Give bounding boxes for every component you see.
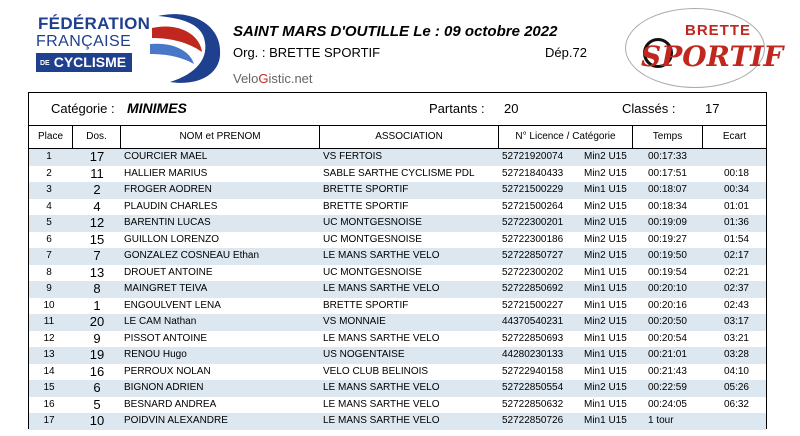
association-cell: LE MANS SARTHE VELO [323, 398, 440, 410]
gap-cell: 01:54 [723, 233, 749, 245]
license-cell: 52721500229 [502, 184, 564, 195]
gap-cell: 00:18 [723, 167, 749, 179]
category-cell: Min1 U15 [584, 349, 627, 360]
col-place: Place [29, 126, 73, 148]
category-cell: Min2 U15 [584, 200, 627, 212]
association-cell: VS FERTOIS [323, 151, 383, 162]
gap-cell: 00:34 [723, 184, 749, 195]
table-header [29, 126, 766, 149]
association-cell: VELO CLUB BELINOIS [323, 365, 429, 377]
association-cell: LE MANS SARTHE VELO [323, 415, 440, 426]
time-cell: 00:17:51 [648, 167, 687, 179]
category-cell: Min2 U15 [584, 250, 627, 261]
time-cell: 00:20:10 [648, 283, 687, 294]
results-rows [29, 149, 766, 430]
license-cell: 52722940158 [502, 365, 564, 377]
bib-cell: 11 [90, 165, 104, 181]
category-cell: Min1 U15 [584, 283, 627, 294]
bib-cell: 4 [93, 198, 101, 214]
table-row [29, 215, 766, 232]
ffc-logo-line1: FÉDÉRATION [38, 14, 151, 33]
category-cell: Min2 U15 [584, 167, 627, 179]
license-cell: 52722850693 [502, 332, 564, 344]
time-cell: 00:24:05 [648, 398, 687, 410]
ffc-logo-cyclisme: CYCLISME [53, 54, 127, 70]
time-cell: 00:20:16 [648, 299, 687, 311]
license-cell: 44280230133 [502, 349, 564, 360]
license-cell: 52722300186 [502, 233, 564, 245]
ranked-label: Classés : [622, 101, 676, 116]
ffc-logo-prefix: DE [40, 59, 50, 67]
category-cell: Min1 U15 [584, 415, 627, 426]
association-cell: BRETTE SPORTIF [323, 200, 409, 212]
bib-cell: 13 [89, 264, 105, 280]
license-cell: 52722300201 [502, 217, 564, 228]
gap-cell: 04:10 [723, 365, 749, 377]
license-cell: 44370540231 [502, 316, 564, 327]
time-cell: 00:19:54 [648, 266, 687, 278]
license-cell: 52721500227 [502, 299, 564, 311]
name-cell: HALLIER MARIUS [124, 167, 208, 179]
bib-cell: 20 [89, 314, 105, 329]
name-cell: RENOU Hugo [124, 349, 187, 360]
site-name-suffix: istic.net [268, 71, 313, 86]
place-cell: 3 [46, 184, 52, 195]
name-cell: BESNARD ANDREA [124, 398, 217, 410]
col-gap: Ecart [722, 131, 747, 142]
gap-cell: 03:28 [723, 349, 749, 360]
bib-cell: 12 [89, 215, 105, 230]
name-cell: FROGER AODREN [124, 184, 212, 195]
name-cell: PISSOT ANTOINE [124, 332, 207, 344]
club-logo [625, 8, 784, 88]
association-cell: UC MONTGESNOISE [323, 217, 422, 228]
category-cell: Min1 U15 [584, 299, 627, 311]
association-cell: LE MANS SARTHE VELO [323, 332, 440, 344]
name-cell: LE CAM Nathan [124, 316, 197, 327]
col-license: N° Licence / Catégorie [499, 126, 633, 148]
place-cell: 5 [46, 217, 52, 228]
name-cell: DROUET ANTOINE [124, 266, 213, 278]
table-row [29, 281, 766, 298]
association-cell: US NOGENTAISE [323, 349, 405, 360]
place-cell: 10 [43, 299, 55, 311]
license-cell: 52721840433 [502, 167, 564, 179]
place-cell: 11 [43, 316, 55, 327]
place-cell: 1 [46, 151, 52, 162]
club-logo-line2: SPORTIF [641, 40, 784, 73]
name-cell: BARENTIN LUCAS [124, 217, 211, 228]
gap-cell: 06:32 [723, 398, 749, 410]
license-cell: 52721920074 [502, 151, 564, 162]
time-cell: 00:22:59 [648, 382, 687, 393]
gap-cell: 03:21 [723, 332, 749, 344]
name-cell: PERROUX NOLAN [124, 365, 211, 377]
category-cell: Min1 U15 [584, 266, 627, 278]
place-cell: 9 [46, 283, 52, 294]
place-cell: 8 [46, 266, 52, 278]
place-cell: 7 [46, 250, 52, 261]
association-cell: LE MANS SARTHE VELO [323, 283, 440, 294]
bib-cell: 16 [89, 363, 105, 379]
time-cell: 00:20:50 [648, 316, 687, 327]
license-cell: 52722300202 [502, 266, 564, 278]
col-bib: Dos. [73, 126, 121, 148]
bib-cell: 5 [93, 396, 101, 412]
place-cell: 14 [43, 365, 55, 377]
results-table [28, 92, 767, 429]
name-cell: GONZALEZ COSNEAU Ethan [124, 250, 260, 261]
table-row [29, 265, 766, 282]
license-cell: 52721500264 [502, 200, 564, 212]
bib-cell: 10 [89, 413, 105, 428]
table-row [29, 397, 766, 414]
gap-cell: 03:17 [723, 316, 749, 327]
table-row [29, 199, 766, 216]
category-cell: Min2 U15 [584, 151, 627, 162]
table-row [29, 331, 766, 348]
license-cell: 52722850726 [502, 415, 564, 426]
place-cell: 13 [43, 349, 55, 360]
club-logo-line1: BRETTE [685, 22, 751, 39]
table-row [29, 380, 766, 397]
association-cell: UC MONTGESNOISE [323, 233, 422, 245]
table-row [29, 248, 766, 265]
entrants-label: Partants : [429, 101, 485, 116]
name-cell: ENGOULVENT LENA [124, 299, 221, 311]
bib-cell: 17 [89, 149, 105, 164]
bib-cell: 15 [89, 231, 105, 247]
license-cell: 52722850692 [502, 283, 564, 294]
table-row [29, 314, 766, 331]
table-row [29, 364, 766, 381]
site-name-highlight: G [258, 71, 269, 86]
table-row [29, 232, 766, 249]
association-cell: SABLE SARTHE CYCLISME PDL [323, 167, 475, 179]
license-cell: 52722850554 [502, 382, 564, 393]
col-name: NOM et PRENOM [121, 126, 320, 148]
bib-cell: 19 [89, 347, 105, 362]
category-cell: Min1 U15 [584, 365, 627, 377]
category-cell: Min2 U15 [584, 233, 627, 245]
category-cell: Min1 U15 [584, 184, 627, 195]
license-cell: 52722850632 [502, 398, 564, 410]
bib-cell: 8 [93, 281, 101, 296]
category-cell: Min2 U15 [584, 382, 627, 393]
time-cell: 00:21:01 [648, 349, 687, 360]
site-name-prefix: Velo [233, 71, 259, 86]
ffc-swoosh-icon [148, 8, 228, 88]
name-cell: PLAUDIN CHARLES [124, 200, 218, 212]
category-cell: Min2 U15 [584, 316, 627, 327]
bib-cell: 7 [93, 248, 101, 263]
place-cell: 15 [43, 382, 55, 393]
table-row [29, 182, 766, 199]
place-cell: 6 [46, 233, 52, 245]
ranked-value: 17 [705, 101, 720, 116]
association-cell: BRETTE SPORTIF [323, 184, 409, 195]
place-cell: 2 [46, 167, 52, 179]
ffc-logo-line3 [36, 53, 132, 72]
place-cell: 16 [43, 398, 55, 410]
category-cell: Min1 U15 [584, 398, 627, 410]
time-cell: 00:19:09 [648, 217, 687, 228]
time-cell: 00:18:07 [648, 184, 687, 195]
gap-cell: 01:36 [723, 217, 749, 228]
organizer: Org. : BRETTE SPORTIF [233, 45, 381, 60]
bib-cell: 9 [93, 330, 101, 346]
gap-cell: 01:01 [723, 200, 749, 212]
time-cell: 00:19:27 [648, 233, 687, 245]
license-cell: 52722850727 [502, 250, 564, 261]
table-row [29, 149, 766, 166]
time-cell: 00:17:33 [648, 151, 687, 162]
col-association: ASSOCIATION [320, 126, 499, 148]
category-label: Catégorie : [51, 101, 115, 116]
name-cell: POIDVIN ALEXANDRE [124, 415, 228, 426]
name-cell: MAINGRET TEIVA [124, 283, 208, 294]
association-cell: LE MANS SARTHE VELO [323, 382, 440, 393]
category-cell: Min2 U15 [584, 217, 627, 228]
bib-cell: 6 [93, 380, 101, 395]
place-cell: 4 [46, 200, 52, 212]
department: Dép.72 [545, 45, 587, 60]
gap-cell: 02:37 [723, 283, 749, 294]
association-cell: VS MONNAIE [323, 316, 386, 327]
ffc-logo [30, 8, 218, 88]
entrants-value: 20 [504, 101, 519, 116]
gap-cell: 02:21 [723, 266, 749, 278]
bib-cell: 1 [93, 297, 101, 313]
category-row [29, 93, 766, 126]
time-cell: 00:21:43 [648, 365, 687, 377]
category-cell: Min1 U15 [584, 332, 627, 344]
gap-cell: 02:17 [723, 250, 749, 261]
time-cell: 1 tour [648, 415, 674, 426]
table-row [29, 166, 766, 183]
place-cell: 12 [43, 332, 55, 344]
bib-cell: 2 [93, 182, 101, 197]
gap-cell: 02:43 [723, 299, 749, 311]
ffc-logo-line2: FRANÇAISE [36, 33, 132, 50]
time-cell: 00:18:34 [648, 200, 687, 212]
time-cell: 00:19:50 [648, 250, 687, 261]
name-cell: GUILLON LORENZO [124, 233, 220, 245]
association-cell: UC MONTGESNOISE [323, 266, 422, 278]
time-cell: 00:20:54 [648, 332, 687, 344]
col-time: Temps [633, 126, 703, 148]
category-value: MINIMES [127, 100, 187, 116]
name-cell: BIGNON ADRIEN [124, 382, 204, 393]
table-row [29, 413, 766, 430]
place-cell: 17 [43, 415, 55, 426]
name-cell: COURCIER MAEL [124, 151, 208, 162]
association-cell: LE MANS SARTHE VELO [323, 250, 440, 261]
gap-cell: 05:26 [723, 382, 749, 393]
event-title: SAINT MARS D'OUTILLE Le : 09 octobre 2022 [233, 23, 558, 40]
table-row [29, 347, 766, 364]
site-name[interactable] [233, 71, 313, 86]
table-row [29, 298, 766, 315]
association-cell: BRETTE SPORTIF [323, 299, 409, 311]
